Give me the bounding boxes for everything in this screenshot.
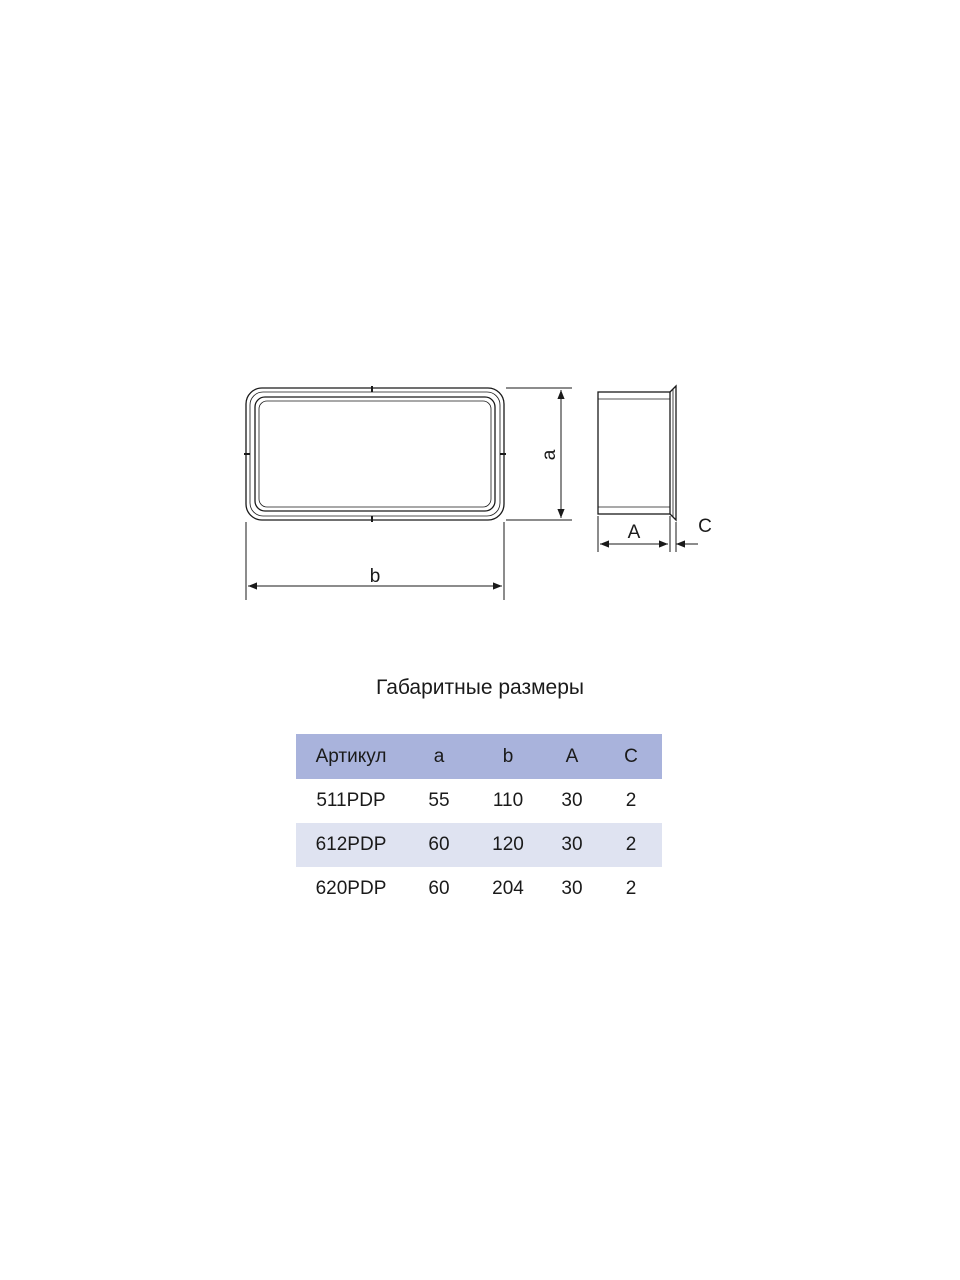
table-row (296, 823, 662, 867)
cell-A: 30 (561, 790, 583, 811)
cell-article: 612PDP (315, 834, 387, 855)
table-title: Габаритные размеры (376, 676, 584, 699)
dimension-b (246, 522, 504, 600)
dimensions-table (296, 734, 662, 911)
header-b: b (502, 745, 514, 767)
header-C: C (624, 745, 638, 767)
dimension-A-C (598, 516, 698, 552)
cell-C: 2 (625, 790, 637, 811)
label-C: C (698, 516, 712, 537)
header-a: a (433, 745, 445, 767)
cell-A: 30 (561, 878, 583, 899)
cell-A: 30 (561, 834, 583, 855)
cell-article: 620PDP (315, 878, 387, 899)
cell-a: 55 (428, 790, 450, 811)
header-article: Артикул (315, 745, 387, 767)
cell-C: 2 (625, 878, 637, 899)
cell-a: 60 (428, 878, 450, 899)
cell-article: 511PDP (316, 790, 386, 811)
front-view (244, 386, 506, 522)
cell-C: 2 (625, 834, 637, 855)
cell-b: 120 (492, 834, 524, 855)
label-a: a (539, 449, 560, 461)
side-view (598, 386, 676, 520)
table-header-row (296, 734, 662, 779)
cell-b: 204 (492, 878, 524, 899)
header-A: A (565, 745, 579, 767)
label-b: b (369, 566, 381, 587)
label-A: A (627, 522, 641, 543)
table-row (296, 867, 662, 911)
cell-a: 60 (428, 834, 450, 855)
table-row (296, 779, 662, 823)
cell-b: 110 (492, 790, 524, 811)
